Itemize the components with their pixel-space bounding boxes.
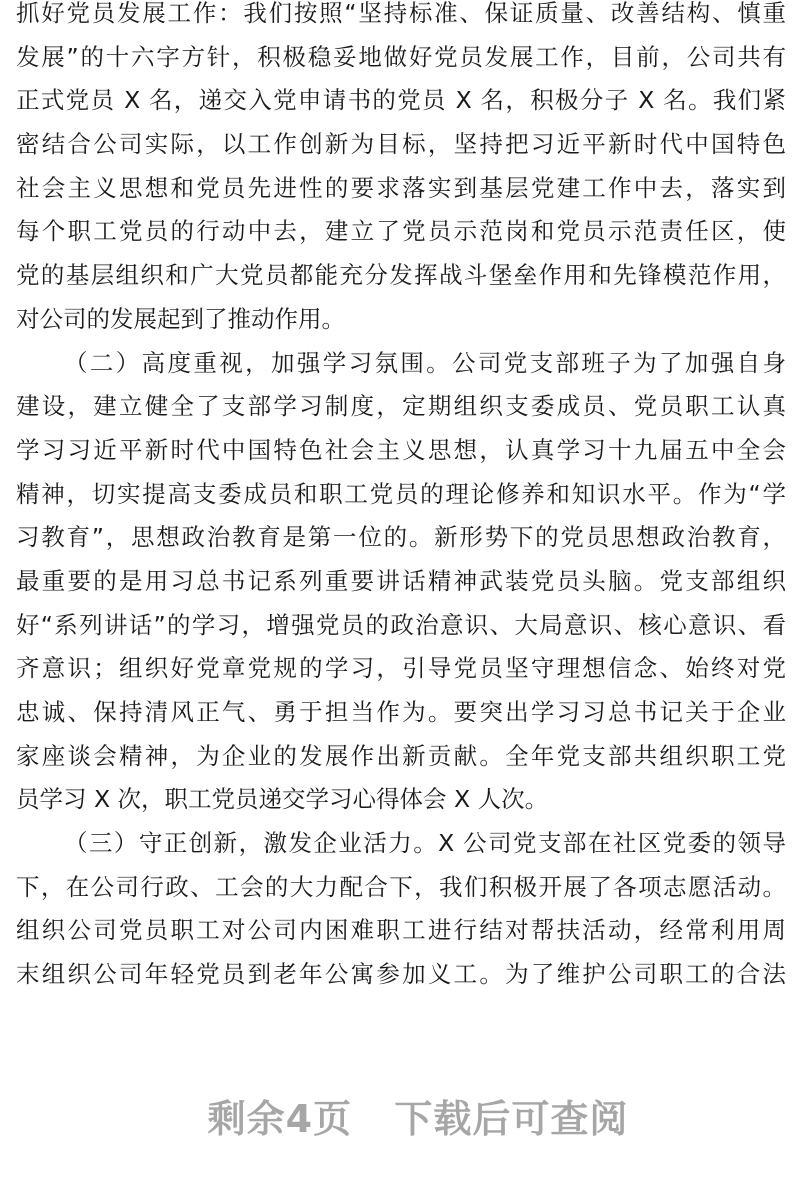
- text-line: 学习习近平新时代中国特色社会主义思想，认真学习十九届五中全会: [16, 435, 786, 464]
- document-body: [16, 0, 786, 997]
- text-line: 家座谈会精神，为企业的发展作出新贡献。全年党支部共组织职工党: [16, 741, 786, 770]
- text-line: 抓好党员发展工作：我们按照“坚持标准、保证质量、改善结构、慎重: [16, 0, 786, 27]
- text-line: 正式党员 X 名，递交入党申请书的党员 X 名，积极分子 X 名。我们紧: [16, 86, 786, 115]
- text-line: 每个职工党员的行动中去，建立了党员示范岗和党员示范责任区，使: [16, 217, 786, 246]
- text-line: 党的基层组织和广大党员都能充分发挥战斗堡垒作用和先锋模范作用，: [16, 261, 786, 290]
- text-line: 密结合公司实际，以工作创新为目标，坚持把习近平新时代中国特色: [16, 130, 786, 159]
- text-line: 建设，建立健全了支部学习制度，定期组织支委成员、党员职工认真: [16, 392, 786, 421]
- text-line: 最重要的是用习总书记系列重要讲话精神武装党员头脑。党支部组织: [16, 566, 786, 595]
- remaining-pages-label: 剩余4页: [207, 1097, 353, 1141]
- text-line: 组织公司党员职工对公司内困难职工进行结对帮扶活动，经常利用周: [16, 916, 786, 945]
- download-prompt[interactable]: [0, 1088, 800, 1143]
- text-line: 发展”的十六字方针，积极稳妥地做好党员发展工作，目前，公司共有: [16, 42, 786, 71]
- paragraph: [16, 0, 786, 342]
- text-line: 对公司的发展起到了推动作用。: [16, 304, 345, 333]
- download-to-view-label[interactable]: 下载后可查阅: [394, 1097, 629, 1141]
- paragraph: [16, 342, 786, 823]
- text-line: 好“系列讲话”的学习，增强党员的政治意识、大局意识、核心意识、看: [16, 610, 786, 639]
- text-line: 员学习 X 次，职工党员递交学习心得体会 X 人次。: [16, 785, 549, 814]
- text-line: 忠诚、保持清风正气、勇于担当作为。要突出学习习总书记关于企业: [16, 698, 786, 726]
- text-line: （三）守正创新，激发企业活力。X 公司党支部在社区党委的领导: [64, 829, 786, 858]
- text-line: （二）高度重视，加强学习氛围。公司党支部班子为了加强自身: [64, 348, 786, 377]
- text-line: 习教育”，思想政治教育是第一位的。新形势下的党员思想政治教育，: [16, 523, 786, 552]
- text-line: 下，在公司行政、工会的大力配合下，我们积极开展了各项志愿活动。: [16, 872, 786, 901]
- paragraph: [16, 822, 786, 997]
- text-line: 精神，切实提高支委成员和职工党员的理论修养和知识水平。作为“学: [16, 479, 786, 508]
- text-line: 齐意识；组织好党章党规的学习，引导党员坚守理想信念、始终对党: [16, 654, 786, 683]
- text-line: 末组织公司年轻党员到老年公寓参加义工。为了维护公司职工的合法: [16, 960, 786, 989]
- text-line: 社会主义思想和党员先进性的要求落实到基层党建工作中去，落实到: [16, 173, 786, 202]
